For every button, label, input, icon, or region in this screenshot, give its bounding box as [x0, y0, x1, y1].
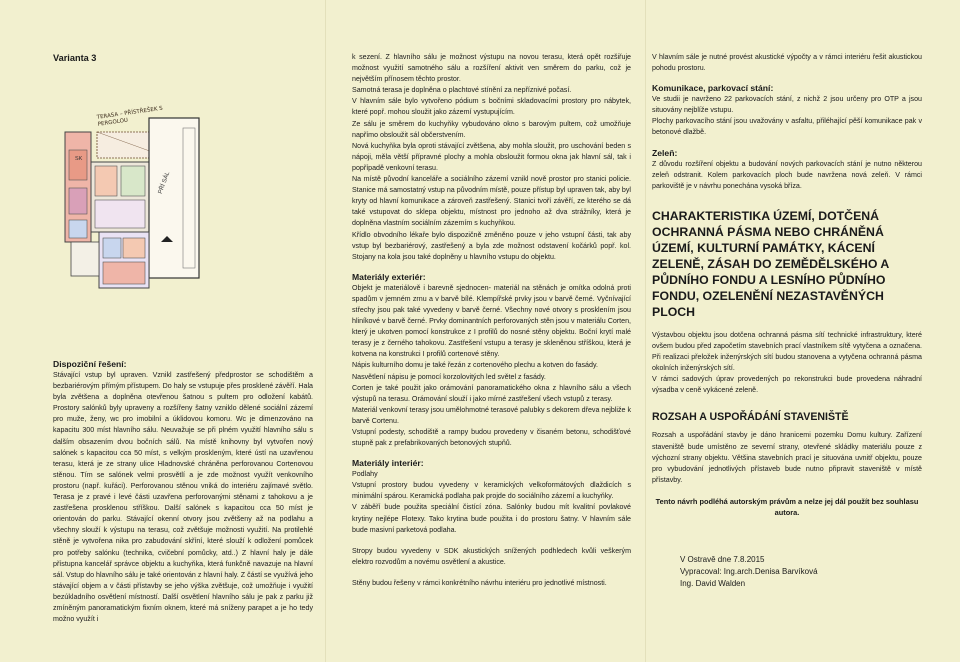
signature-author: Vypracoval: Ing.arch.Denisa Barvíková	[680, 567, 818, 577]
paragraph: Plochy parkovacího stání jsou uvažovány v asfaltu, přiléhající pěší komunikace pak v betonové dlažbě.	[652, 117, 922, 137]
paragraph: Vstupní podesty, schodiště a rampy budou provedeny v čisaném betonu, schodišťové stupně pak z prefabrikovaných betonových stupňů.	[352, 428, 631, 448]
section-heading-parking: Komunikace, parkovací stání:	[652, 83, 774, 94]
paragraph: V hlavním sále je nutné provést akustické výpočty a v rámci interiéru řešit akustickou pohodu prostoru.	[652, 53, 922, 73]
section-heading-territory: CHARAKTERISTIKA ÚZEMÍ, DOTČENÁ OCHRANNÁ PÁSMA NEBO CHRÁNĚNÁ ÚZEMÍ, KULTURNÍ PAMÁTKY, KÁCENÍ ZELENĚ, ZÁSAH DO ZEMĚDĚLSKÉHO A PŮDNÍHO FONDU A LESNÍHO PŮDNÍHO FONDU, OZELENĚNÍ NEZASTAVĚNÝCH PLOCH	[652, 208, 889, 319]
paragraph: Materiál venkovní terasy jsou umělohmotné terasové palubky s dekorem dřeva nejbliže k barvě Cortenu.	[352, 405, 631, 425]
paragraph: Vstupní prostory budou vyvedeny v keramických velkoformátových dlaždicích s minimální spárou. Keramická podlaha pak projde do sociálního zázemí a kuchyňky.	[352, 481, 631, 501]
paragraph: Nápis kulturního domu je také řezán z cortenového plechu a kotven do fasády.	[352, 361, 598, 370]
copyright-notice: Tento návrh podléhá autorským právům a nelze jej dál použít bez souhlasu autora.	[655, 496, 919, 517]
paragraph: Corten je také použit jako orámování panoramatického okna z hlavního sálu a všech výstupů na terasu. Orámování slouží i jako mírné zastřešení všech vstupů z terasy.	[352, 383, 631, 403]
plan-label-hall: PŘÍ SÁL	[157, 171, 172, 195]
disposition-text: Stávající vstup byl upraven. Vznikl zastřešený předprostor se schodištěm a bezbariérovým přímým přístupem. Do haly se vstupuje přes prosklené závěří. Hala byla zvětšena a doplněna otevřenou šatnou s pultem pro odložení kabátů. Prostory salónků byly upraveny a rozšířeny šatny vzniklo dělené sociální zázemí pro muže, ženy, wc pro imobilní a úklidovou komoru. Wc je dimenzováno na kapacitu 300 míst hlavního sálu. Neuvažuje se při plném využití hlavního sálu s dalším obsazením dvou bočních sálů. Na místě knihovny byl vytvořen nový salónek s kapacitou cca 50 míst, s velkým proskleným, které ústí na uzavřenou terasu, která je ze strany ulice Hladnovské chráněna perforovanou Cortenovou stěnou. Tím se salónek velmi prosvětlí a je zde možnost využít venkovního prostoru (např. kuřáci). Perforovanou stěnou vniká do interiéru zajímavé světlo. Terasa je z pravé i levé části uzavřena perforovanými stěnami z tahokovu a je zastřešena prosklenou stříškou. Další salónek s kapacitou cca 50 míst je orientován do parku. Stávající okenní otvory jsou zvětšeny až na podlahu a všechny slouží k výstupu na terasu, což zvětšuje možnosti využití. Na protilehlé stěně je vytvořena nika pro zabudování skříní, které slouží k odložení pomůcek pro potřeby salónku (technika, cvičební pomůcky, atd..) Z hlavní haly je dále přístupna kancelář správce objektu a kuchyňka, která funkčně navazuje na hlavní sál. Vstup do hlavního sálu je také orientován z hlavní haly. Z částí se využívá jeho stávající objem a v části přístavby se jeho výška zvětšuje, což umožňuje i využití bezúkladního osvětlení místností. Další osvětlení hlavního sálu je pak z parku již zmíněným panoramatickým fixním oknem, které má sníženy parapet a je ho tedy možno využít i	[53, 371, 313, 624]
signature-place-date: V Ostravě dne 7.8.2015	[680, 555, 765, 565]
paragraph: V rámci sadových úprav provedených po rekonstrukci bude provedena náhradní výsadba v ceně vykácené zeleně.	[652, 375, 922, 395]
paragraph: Nová kuchyňka byla oproti stávající zvětšena, aby mohla sloužit, pro uschování beden s nápoji, měla větší přípravné plochy a mohla obsloužit formou okna jak hlavní sál, tak i popřípadě venkovní terasu.	[352, 141, 631, 172]
section-heading-materials-exterior: Materiály exteriér:	[352, 271, 426, 282]
section-heading-greenery: Zeleň:	[652, 147, 678, 158]
column-left	[0, 0, 325, 662]
paragraph: Z důvodu rozšíření objektu a budování nových parkovacích stání je nutno některou zeleň odstranit. Kolem parkovacích ploch bude navržena nová zeleň. V rámci parkoviště je v návrhu ponechána vysoká bříza.	[652, 159, 922, 190]
paragraph: Na místě původní kanceláře a sociálního zázemí vznikl nově prostor pro stanici policie. Stanice má samostatný vstup na původním místě, pouze přístup byl upraven tak, aby byl kryty od hlavní komunikace a zároveň zastřešený. Stanici tvoří závěří, ze kterého se dá také vstupovat do sklepa objektu, místnost pro jednoho až dva strážníky, která je doplněna vlastním sociálním zázemím s kuchyňkou.	[352, 175, 631, 228]
section-heading-site: ROZSAH A USPOŘÁDÁNÍ STAVENIŠTĚ	[652, 411, 849, 424]
signature-block	[652, 554, 922, 590]
column-right	[645, 0, 960, 662]
paragraph: Nasvětlení nápisu je pomocí korzolovitých led světel z fasády.	[352, 372, 546, 381]
paragraph: Stropy budou vyvedeny v SDK akustických snížených podhledech kvůli veškerým elektro rozvodům a novému osvětlení a akustice.	[352, 546, 631, 566]
paragraph: V hlavním sále bylo vytvořeno pódium s bočními skladovacími prostory pro nábytek, které popř. mohou sloužit jako zázemí vystupujícím.	[352, 97, 631, 117]
signature-author-2: Ing. David Walden	[680, 579, 746, 589]
plan-label-room: SK	[75, 156, 83, 162]
paragraph: Ve studii je navrženo 22 parkovacích stání, z nichž 2 jsou určeny pro OTP a jsou situovány nejblíže vstupu.	[652, 95, 922, 115]
section-heading-disposition: Dispoziční řešení:	[53, 359, 127, 369]
paragraph: Objekt je materiálově i barevně sjednocen- materiál na stěnách je omítka odolná proti spadům v jemném zrnu a v barvě bílé. Klempířské prvky jsou v barvě černé. Vyčnívající střechy jsou pak také vyvedeny v barvě černé. Všechny nové otvory s prosklením jsou hliníkové v barvě černé. Prvky dominantních perforovaných stěn jsou v materiálu Corten, který je ukotven pomocí konstrukce z I profilů do nosné stěny objektu. Boční krytí malé terasy je z černého tahokovu. Zastřešení vstupu a terasy je skleněnou stříškou, která je kotvena na konstrukci I profilů cortenové stěny.	[352, 283, 631, 359]
paragraph: Rozsah a uspořádání stavby je dáno hranicemi pozemku Domu kultury. Zařízení staveniště bude umístěno ze severní strany, otevřené skládky materiálu pouze z výchozní strany objektu. Většina stavebních prací je situována uvnitř objektu, pouze pro vybudování jednotlivých přístaveb bude nutno připravit staveniště v místě přístavby.	[652, 431, 922, 484]
paragraph: k sezení. Z hlavního sálu je možnost výstupu na novou terasu, která opět rozšiřuje možnost využití samotného sálu a rozšíření aktivit ven směrem do parku, což je největším přínosem těchto prostor.	[352, 53, 631, 84]
paragraph: Stěny budou řešeny v rámci konkrétního návrhu interiéru pro jednotlivé místnosti.	[352, 578, 607, 587]
paragraph: Ze sálu je směrem do kuchyňky vybudováno okno s barovým pultem, což umožňuje napřímo obsloužit sál občerstvením.	[352, 119, 631, 139]
column-middle	[325, 0, 645, 662]
variant-title: Varianta 3	[53, 53, 97, 63]
plan-label-terrace: TERASA – PŘÍSTŘEŠEK S PERGOLOU	[96, 105, 164, 128]
paragraph: Výstavbou objektu jsou dotčena ochranná pásma sítí technické infrastruktury, které ovšem budou před započetím stavebních prací vlastníkem sítě vytyčena a označena. Při realizaci přeložek inženýrských sítí budou stanovena a vytyčena ochranná pásma okolních inženýrských sítí.	[652, 330, 922, 373]
section-heading-materials-interior: Materiály interiér:	[352, 458, 424, 469]
paragraph: Křídlo obvodního lékaře bylo dispozičně změněno pouze v jeho vstupní části, tak aby vstup byl bezbariérový, zastřešený a byla zde možnost odstavení kočárků popř. kol. Stojany na kola jsou také doplněny u hlavního vstupu do objektu.	[352, 230, 631, 261]
floor-plan-sketch	[61, 80, 201, 292]
paragraph: Podlahy	[352, 470, 378, 479]
paragraph: Samotná terasa je doplněna o plachtové stínění za nepříznivé počasí.	[352, 86, 572, 95]
paragraph: V záběří bude použita speciální čistící zóna. Salónky budou mít kvalitní povlakové krytiny nejlépe Flotexy. Tako krytina bude použita i do prostoru šatny. V hlavním sále bude masivní parketová podlaha.	[352, 503, 631, 534]
